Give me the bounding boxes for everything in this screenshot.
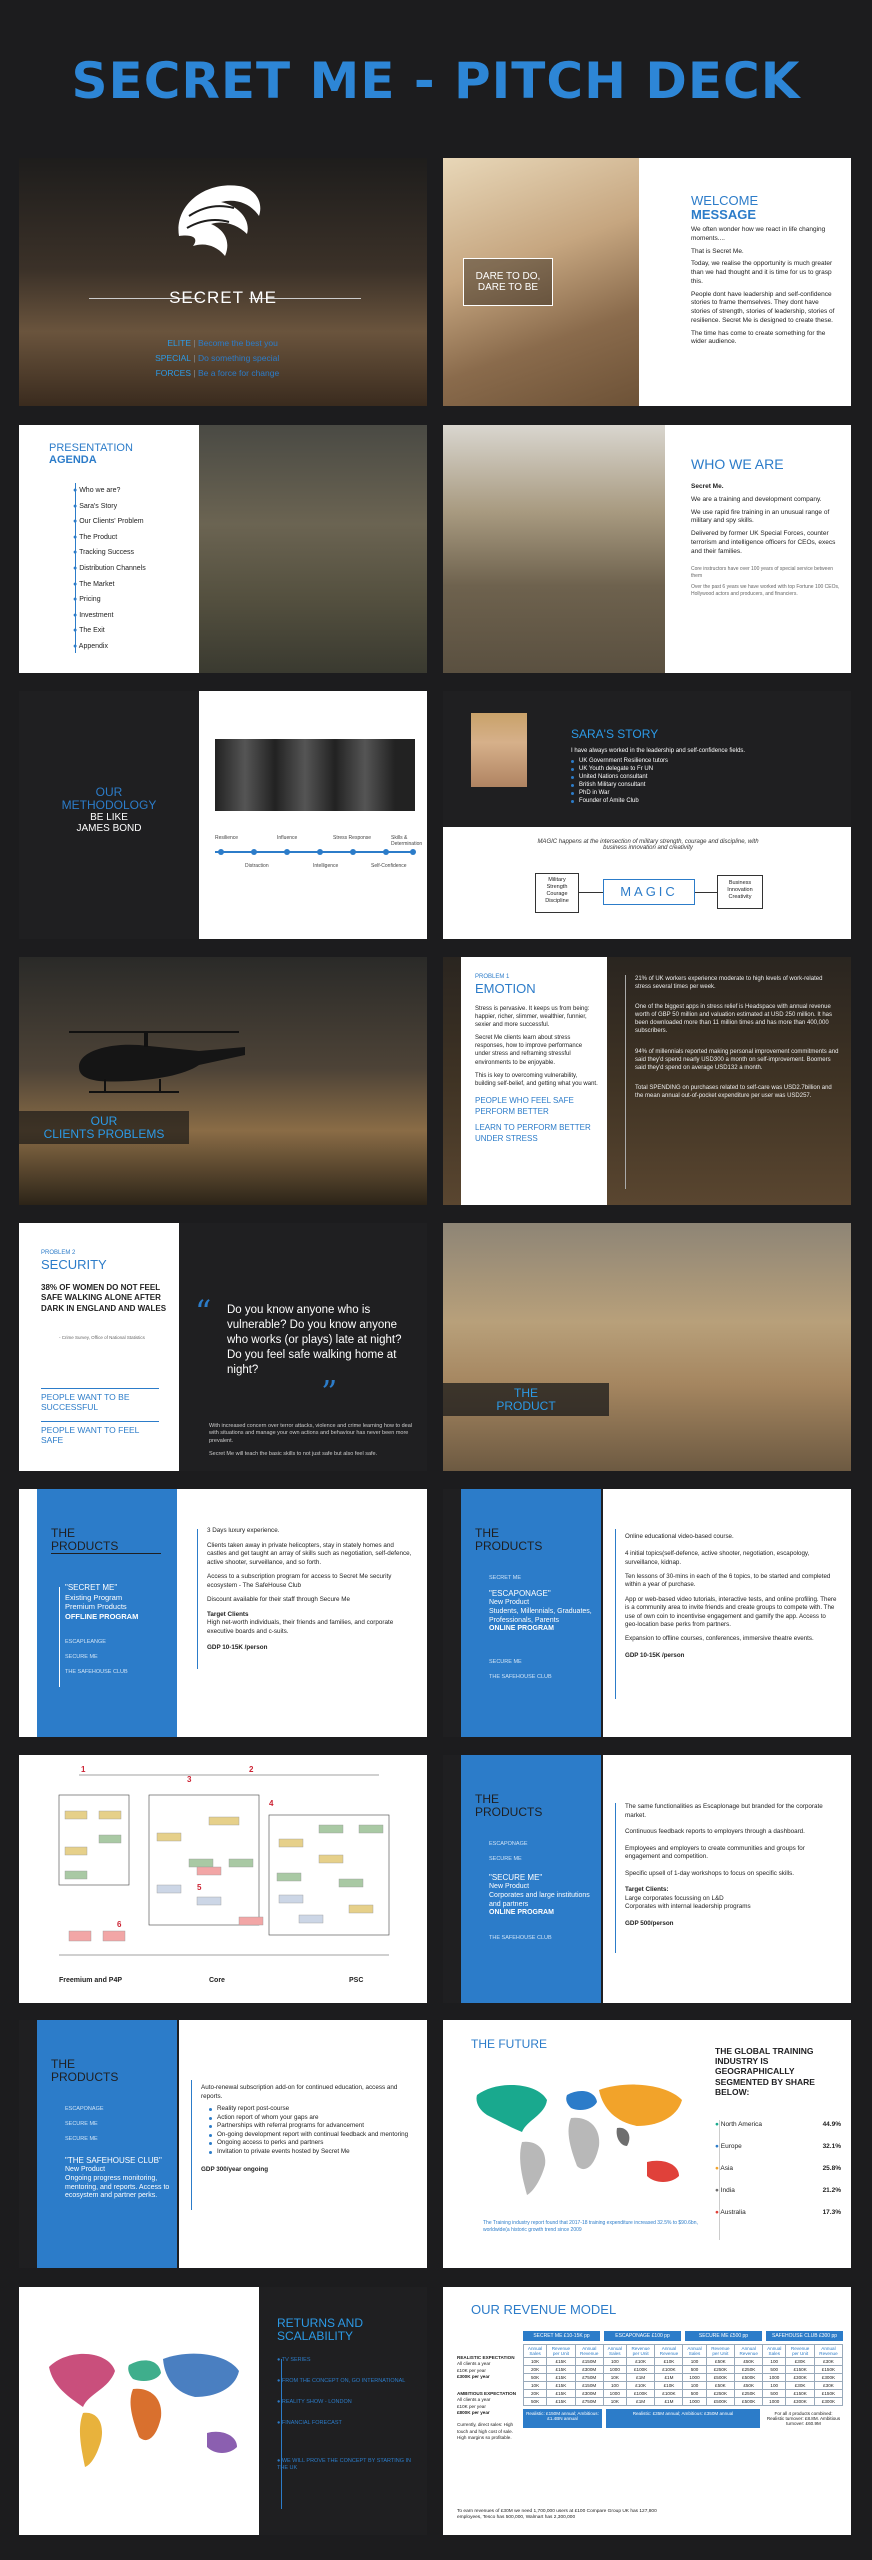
agenda-list [73, 483, 146, 655]
agenda-item[interactable]: ● Who we are? [73, 487, 121, 494]
product-nav-item[interactable]: THE SAFEHOUSE CLUB [65, 1669, 128, 1675]
security-small: PROBLEM 2 [41, 1250, 76, 1256]
product-nav-item[interactable]: SECURE ME [65, 2121, 98, 2127]
tagline-row: ELITE | Become the best you [167, 338, 278, 348]
tagline-row: SPECIAL | Do something special [155, 353, 280, 363]
products-h1: THE [51, 1526, 75, 1540]
slide-clients-problems [19, 957, 427, 1205]
revenue-footnote: To earn revenues of £30M we need 1,700,000 users at £100 Compare Group UK has 127,800 employees, Tesco has 500,000, Walmart has 2,300,000 [457, 2509, 657, 2521]
method-dots [209, 845, 421, 859]
security-body: With increased concern over terror attacks, violence and crime learning how to deal with situations and manage your own actions and behaviour has never been more prevalent. Secret Me will teach the basic skills to not just safe but also feel safe. [209, 1423, 412, 1458]
products-h1: THE [475, 1792, 499, 1806]
region-row: ● Europe 32.1% [715, 2143, 841, 2150]
helicopter-icon [49, 1017, 249, 1107]
method-top-label: Resilience [215, 835, 239, 841]
problems-label: OUR CLIENTS PROBLEMS [19, 1111, 189, 1144]
products-h2: PRODUCTS [475, 1538, 543, 1553]
slide-revenue-model [443, 2287, 851, 2535]
diagram-num: 4 [269, 1799, 274, 1808]
security-source: - Crime Survey, Office of National Statistics [59, 1335, 145, 1340]
method-line3: BE LIKE [90, 812, 128, 824]
revenue-heading: OUR REVENUE MODEL [471, 2302, 617, 2317]
product-nav-item[interactable]: THE SAFEHOUSE CLUB [489, 1674, 552, 1680]
method-line1: OUR [95, 785, 123, 799]
emotion-body: Stress is pervasive. It keeps us from being: happier, richer, slimmer, wealthier, funnier, sexier and more successful. Secret Me clients learn about stress responses, how to improve performance under stress and reframing stressful environments to be enjoyable. This is key to overcoming vulnerability, building self-belief, and getting what you want. PEOPLE WHO FEEL SAFE PERFORM BETTER LEARN TO PERFORM BETTER UNDER STRESS [475, 1006, 598, 1144]
products-2-body: Online educational video-based course. 4 initial topics(self-defence, active shooter, negotiation, escapology, surveillance, kidnap. Ten lessons of 30-mins in each of the 6 topics, to be started and completed within a year of purchase. App or web-based video tutorials, interactive tests, and online profiling. There is a community area to invite friends and create groups to compete with. The use of own coin to incentivise engagement and gamify the app. Access to geo-location base perks from partners. Expansion to offline courses, conferences, immersive theatre events. GDP 10-15K /person [625, 1533, 837, 1659]
slide-emotion [443, 957, 851, 1205]
slide-the-future [443, 2020, 851, 2268]
future-right-text: THE GLOBAL TRAINING INDUSTRY IS GEOGRAPHICALLY SEGMENTED BY SHARE BELOW: [715, 2046, 815, 2097]
product-nav-item[interactable]: THE SAFEHOUSE CLUB [489, 1935, 552, 1941]
slide-products-secret-me: THE PRODUCTS "SECRET ME" Existing Program Premium Products OFFLINE PROGRAM ESCAPLEANGE SECURE ME THE SAFEHOUSE CLUB 3 Days luxury experience. Clients taken away in private helicopters, stay in stately homes and castles and get taught an array of skills such as negotiation, self-defence, active shooter, surveillance, and so forth. Access to a subscription program for access to Secret Me security ecosystem - The SafeHouse Club Discount available for their staff through Secure Me Target Clients High net-worth individuals, their friends and families, and corporate executive boards and c-suits. GDP 10-15K /person [19, 1489, 427, 1737]
soldiers-photo [199, 425, 427, 673]
lion-logo-icon [159, 176, 269, 276]
revenue-table: Annual Sales Revenue per Unit Annual Revenue Annual Sales Revenue per Unit Annual Revenue Annual Sales Revenue per Unit Annual Revenue Annual Sales Revenue per Unit Annual Revenue 10K £15K £150M 100 £10K £10K 100 £50K £50K 100 £30K £30K 20K £15K £300M 1000 £100K £100K 500 £250K £250K 500 £150K £150K 50K £15K £750M 10K £1M £1M 1000 £500K £500K 1000 £300K £300K 10K £15K £150M 100 £10K £10K 100 £50K £50K 100 £30K £30K 20K £15K £300M 1000 £100K £100K 500 £250K £250K 500 £150K £150K 50K £15K £750M 10K £1M £1M 1000 £500K £500K 1000 £300K £300K [523, 2344, 843, 2406]
magic-right-box: Business Innovation Creativity [717, 875, 763, 909]
magic-note: MAGIC happens at the intersection of military strength, courage and discipline, with business innovation and creativity [537, 839, 759, 851]
slide-products-escaponage: THE PRODUCTS SECRET ME "ESCAPONAGE" New Product Students, Millennials, Graduates, Professionals, Parents ONLINE PROGRAM SECURE ME THE SAFEHOUSE CLUB Online educational video-based course. 4 initial topics(self-defence, active shooter, negotiation, escapology, surveillance, kidnap. Ten lessons of 30-mins in each of the 6 topics, to be started and completed within a year of purchase. App or web-based video tutorials, interactive tests, and online profiling. There is a community area to invite friends and create groups to compete with. The use of own coin to incentivise engagement and gamify the app. Access to geo-location base perks from partners. Expansion to offline courses, conferences, immersive theatre events. GDP 10-15K /person [443, 1489, 851, 1737]
agenda-heading-2: AGENDA [49, 453, 97, 466]
agenda-item[interactable]: ● Distribution Channels [73, 564, 146, 572]
table-row: 10K £15K £150M 100 £10K £10K 100 £50K £50K 100 £30K £30K [524, 2382, 843, 2390]
slide-saras-story [443, 691, 851, 939]
products-h2: PRODUCTS [51, 1538, 119, 1553]
diagram-label: PSC [349, 1977, 364, 1984]
emotion-small: PROBLEM 1 [475, 974, 510, 980]
sara-photo [471, 713, 527, 787]
sara-intro: I have always worked in the leadership and self-confidence fields. [571, 748, 746, 754]
returns-heading-1: RETURNS AND [277, 2316, 364, 2330]
table-row: 20K £15K £300M 1000 £100K £100K 500 £250K £250K 500 £150K £150K [524, 2390, 843, 2398]
security-stat: 38% OF WOMEN DO NOT FEEL SAFE WALKING ALONE AFTER DARK IN ENGLAND AND WALES [41, 1283, 167, 1313]
revenue-total: Realistic: £150M annual; Ambitious: £1.4BN annual [523, 2409, 602, 2428]
returns-heading-2: SCALABILITY [277, 2328, 354, 2343]
bond-actors-photo [215, 739, 415, 811]
agenda-heading-1: PRESENTATION [49, 442, 133, 454]
slide-returns [19, 2287, 427, 2535]
diagram-label: Freemium and P4P [59, 1977, 123, 1984]
soldier-photo [443, 425, 665, 673]
region-row: ● North America 44.9% [715, 2121, 841, 2128]
slide-products-safehouse: THE PRODUCTS ESCAPONAGE SECURE ME SECURE ME "THE SAFEHOUSE CLUB" New Product Ongoing progress monitoring, mentoring, and reports. Access to ecosystem and partner perks. Auto-renewal subscription add-on for continued education, access and reports. Reality report post-course Action report of whom your gaps are Partnerships with referral programs for advancement On-going development report with continual feedback and mentoring Ongoing access to perks and partners Invitation to private events hosted by Secret Me GDP 300/year ongoing [19, 2020, 427, 2268]
revenue-labels: REALISTIC EXPECTATION All clients a year £10K per year £300K per year AMBITIOUS EXPECTATION All clients a year £10K per year £800K per year Currently, direct sales: High touch and high cost of sale. High margins so profitable. [457, 2355, 517, 2441]
agenda-item[interactable]: ● Our Clients' Problem [73, 518, 144, 526]
product-nav-item[interactable]: ESCAPLEANGE [65, 1639, 106, 1645]
dare-box: DARE TO DO, DARE TO BE [463, 258, 553, 306]
security-cta2: PEOPLE WANT TO FEEL SAFE [41, 1421, 159, 1445]
welcome-heading: WELCOME [691, 193, 759, 208]
diagram-num: 2 [249, 1765, 254, 1774]
returns-list: ● TV SERIES ● FROM THE CONCEPT ON, GO INTERNATIONAL ● REALITY SHOW - LONDON ● FINANCIAL FORECAST ● WE WILL PROVE THE CONCEPT BY STARTING IN THE UK [277, 2357, 412, 2471]
who-heading: WHO WE ARE [691, 456, 784, 472]
method-bottom-label: Intelligence [313, 863, 339, 869]
flow-diagram [19, 1755, 427, 2003]
brand-name: SECRET ME [169, 288, 277, 307]
world-map-icon [467, 2070, 697, 2200]
agenda-item[interactable]: ● Sara's Story [73, 502, 118, 510]
emotion-stats: 21% of UK workers experience moderate to high levels of work-related stress several times per week. One of the biggest apps in stress relief is Headspace with annual revenue worth of GBP 50 million and valuation estimated at USD 250 million. It has been downloaded more than 11 million times and has more than 400,000 subscribers. 94% of millennials reported making personal improvement commitments and said they'd spend nearly USD300 a month on self-improvement. Boomers said they'd spend on average USD132 a month. Total SPENDING on purchases related to self-care was USD2.7billion and the mean annual out-of-pocket expenditure per user was USD257. [635, 976, 839, 1099]
products-1-body: 3 Days luxury experience. Clients taken away in private helicopters, stay in stately homes and castles and get taught an array of skills such as negotiation, self-defence, active shooter, surveillance, and so forth. Access to a subscription program for access to Secret Me security ecosystem - The SafeHouse Club Discount available for their staff through Secure Me Target Clients High net-worth individuals, their friends and families, and corporate executive boards and c-suits. GDP 10-15K /person [207, 1527, 412, 1651]
security-heading: SECURITY [41, 1257, 107, 1272]
product-active-title[interactable]: "ESCAPONAGE" [489, 1589, 551, 1598]
product-nav-item[interactable]: SECURE ME [489, 1659, 522, 1665]
region-row: ● India 21.2% [715, 2187, 841, 2194]
message-heading: MESSAGE [691, 206, 757, 222]
agenda-item[interactable]: ● Investment [73, 611, 114, 619]
revenue-total: For all 4 products combined: Realistic turnover: £8.8M. Ambitious turnover: £60.9M [766, 2411, 841, 2426]
products-h1: THE [51, 2057, 75, 2071]
magic-center: MAGIC [603, 879, 695, 905]
slide-secret-me [19, 158, 427, 406]
agenda-item[interactable]: ● Tracking Success [73, 549, 135, 557]
quote-open-icon: “ [195, 1293, 212, 1331]
future-heading: THE FUTURE [471, 2037, 547, 2051]
who-body: Secret Me. We are a training and development company. We use rapid fire training in an unusual range of military and spy skills. Delivered by former UK Special Forces, counter terrorism and intelligence officers for CEOs, execs and their families. Core instructors have over 100 years of special service between them Over the past 6 years we have worked with top Fortune 100 CEOs, Hollywood actors and producers, and financiers. [691, 483, 840, 597]
world-dots-map-icon [39, 2337, 249, 2477]
slide-who-we-are [443, 425, 851, 673]
table-row: 50K £15K £750M 10K £1M £1M 1000 £500K £500K 1000 £300K £300K [524, 2398, 843, 2406]
products-h2: PRODUCTS [475, 1804, 543, 1819]
revenue-total: Realistic: £35M annual; Ambitious: £350M annual [606, 2409, 760, 2428]
method-bottom-label: Distraction [245, 863, 269, 869]
magic-left-box: Military Strength Courage Discipline [535, 873, 579, 913]
diagram-num: 3 [187, 1775, 192, 1784]
sara-heading: SARA'S STORY [571, 727, 659, 741]
method-top-label: Stress Response [333, 835, 372, 841]
method-bottom-label: Self-Confidence [371, 863, 407, 869]
revenue-col-header: SAFEHOUSE CLUB £300 pp [766, 2331, 843, 2341]
region-row: ● Australia 17.3% [715, 2209, 841, 2216]
product-active-title[interactable]: "THE SAFEHOUSE CLUB" [65, 2156, 162, 2165]
product-label: THE PRODUCT [443, 1383, 609, 1416]
product-active-title[interactable]: "SECURE ME" [489, 1873, 543, 1882]
slide-products-secure-me: THE PRODUCTS ESCAPONAGE SECURE ME "SECURE ME" New Product Corporates and large institutions and partners ONLINE PROGRAM THE SAFEHOUSE CLUB The same functionalities as Escaplonage but branded for the corporate market. Continuous feedback reports to employers through a dashboard. Employees and employers to create communities and groups for engagement and competition. Specific upsell of 1-day workshops to focus on specific skills. Target Clients: Large corporates focussing on L&D Corporates with internal leadership programs GDP 500/person [443, 1755, 851, 2003]
quote-close-icon: ” [321, 1373, 338, 1411]
products-3-body: The same functionalities as Escaplonage but branded for the corporate market. Continuous feedback reports to employers through a dashboard. Employees and employers to create communities and groups for engagement and competition. Specific upsell of 1-day workshops to focus on specific skills. Target Clients: Large corporates focussing on L&D Corporates with internal leadership programs GDP 500/person [625, 1803, 823, 1927]
method-line4: JAMES BOND [76, 823, 142, 835]
product-nav-item[interactable]: SECURE ME [65, 1654, 98, 1660]
product-nav-item[interactable]: SECRET ME [489, 1575, 521, 1581]
agenda-item[interactable]: ● The Exit [73, 627, 105, 635]
slide-methodology [19, 691, 427, 939]
product-nav-item[interactable]: ESCAPONAGE [65, 2106, 104, 2112]
diagram-label: Core [209, 1977, 225, 1984]
products-h2: PRODUCTS [51, 2069, 119, 2084]
tagline-row: FORCES | Be a force for change [155, 368, 280, 378]
region-list [715, 2114, 841, 2224]
table-row: 50K £15K £750M 10K £1M £1M 1000 £500K £500K 1000 £300K £300K [524, 2374, 843, 2382]
page-title: SECRET ME - PITCH DECK [71, 52, 801, 110]
method-top-label: Influence [277, 835, 298, 841]
slide-welcome [443, 158, 851, 406]
slide-the-product [443, 1223, 851, 1471]
product-nav-item[interactable]: SECURE ME [65, 2136, 98, 2142]
revenue-col-header: ESCAPONAGE £100 pp [604, 2331, 681, 2341]
future-note: The Training industry report found that 2017-18 training expenditure increased 32.5% to $90.6bn, worldwide(a historic growth trend since 2009 [483, 2220, 698, 2233]
slide-flow-diagram [19, 1755, 427, 2003]
diagram-num: 6 [117, 1920, 122, 1929]
products-4-body: Auto-renewal subscription add-on for continued education, access and reports. Reality report post-course Action report of whom your gaps are Partnerships with referral programs for advancement On-going development report with continual feedback and mentoring Ongoing access to perks and partners Invitation to private events hosted by Secret Me GDP 300/year ongoing [201, 2084, 415, 2175]
sara-list: UK Government Resilience tutors UK Youth delegate to Fr UN United Nations consultant British Military consultant PhD in War Founder of Amite Club [571, 757, 668, 806]
region-row: ● Asia 25.8% [715, 2165, 841, 2172]
method-line2: METHODOLOGY [61, 798, 157, 813]
revenue-col-header: SECRET ME £10-15K pp [523, 2331, 600, 2341]
products-h1: THE [475, 1526, 499, 1540]
agenda-item[interactable]: ● The Market [73, 580, 115, 588]
diagram-num: 1 [81, 1765, 86, 1774]
slide-security [19, 1223, 427, 1471]
slide-agenda [19, 425, 427, 673]
agenda-item[interactable]: ● Appendix [73, 642, 108, 650]
revenue-col-header: SECURE ME £500 pp [685, 2331, 762, 2341]
table-row: 20K £15K £300M 1000 £100K £100K 500 £250K £250K 500 £150K £150K [524, 2366, 843, 2374]
agenda-item[interactable]: ● The Product [73, 533, 118, 541]
emotion-heading: EMOTION [475, 981, 536, 996]
agenda-item[interactable]: ● Pricing [73, 596, 101, 604]
product-nav-item[interactable]: SECURE ME [489, 1856, 522, 1862]
security-cta1: PEOPLE WANT TO BE SUCCESSFUL [41, 1388, 159, 1412]
product-nav-item[interactable]: ESCAPONAGE [489, 1841, 528, 1847]
product-active-title[interactable]: "SECRET ME" [65, 1583, 118, 1592]
welcome-body: We often wonder how we react in life changing moments.... That is Secret Me. Today, we realise the opportunity is much greater than we had thought and it is time for us to grasp this. People dont have leadership and self-confidence stories to frame themselves. They dont have stories of strength, stories of leadership, stories of resilience. Secret Me is designed to create these. The time has come to create something for the wider audience. [691, 226, 835, 346]
diagram-num: 5 [197, 1883, 202, 1892]
table-row: 10K £15K £150M 100 £10K £10K 100 £50K £50K 100 £30K £30K [524, 2358, 843, 2366]
security-quote: Do you know anyone who is vulnerable? Do you know anyone who works (or plays) late at night? Do you feel safe walking home at night? [227, 1304, 402, 1376]
method-top-label: Skills & Determination [391, 835, 423, 847]
